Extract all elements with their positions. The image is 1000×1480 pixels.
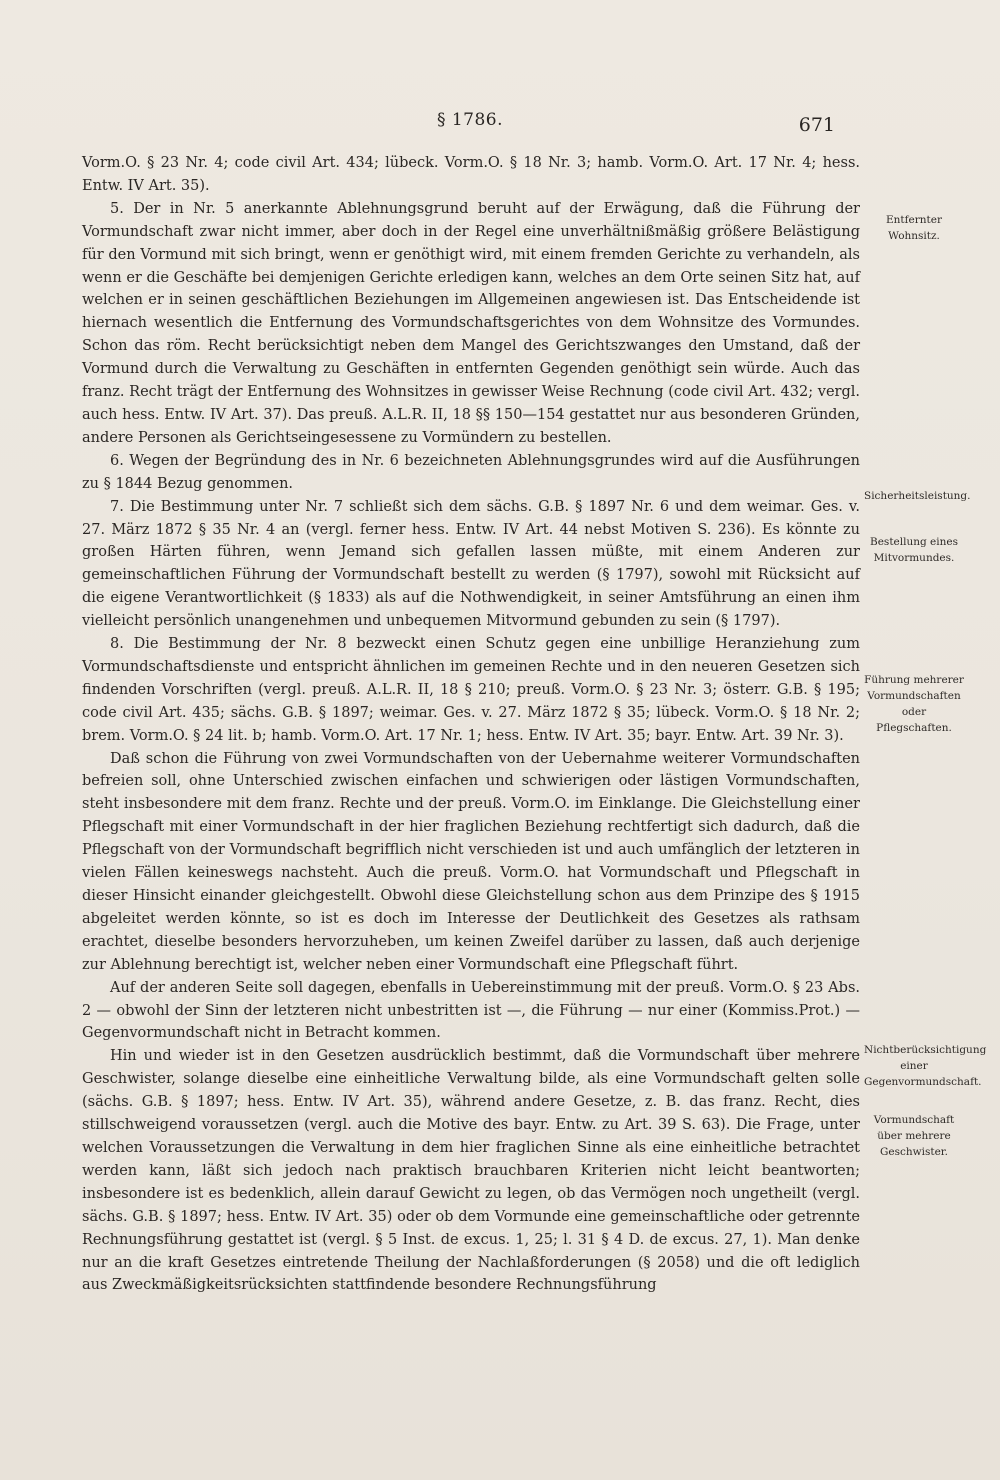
section-heading: § 1786.	[436, 110, 504, 130]
margin-note-geschwister: Vormundschaft über mehrere Geschwister.	[873, 1114, 955, 1158]
page-number: 671	[798, 114, 835, 136]
margin-note-gegenvormundschaft: Nichtberücksichtigung einer Gegenvormundschaft.	[864, 1044, 987, 1088]
margin-note-mitvormund: Bestellung eines Mitvormundes.	[870, 536, 958, 564]
margin-note-sicherheitsleistung: Sicherheitsleistung.	[864, 490, 971, 502]
paragraph: Vorm.O. § 23 Nr. 4; code civil Art. 434; lübeck. Vorm.O. § 18 Nr. 3; hamb. Vorm.O. Art. 17 Nr. 4; hess. Entw. IV Art. 35).	[82, 155, 860, 194]
paragraph: 8. Die Bestimmung der Nr. 8 bezweckt einen Schutz gegen eine unbillige Heranziehung zum Vormundschaftsdienste und entspricht ähnlichen im gemeinen Rechte und in den neueren Gesetzen sich findenden Vorschriften (vergl. preuß. A.L.R. II, 18 § 210; preuß. Vorm.O. § 23 Nr. 3; österr. G.B. § 195; code civil Art. 435; sächs. G.B. § 1897; weimar. Ges. v. 27. März 1872 § 35; lübeck. Vorm.O. § 18 Nr. 2; brem. Vorm.O. § 24 lit. b; hamb. Vorm.O. Art. 17 Nr. 1; hess. Entw. IV Art. 35; bayr. Entw. Art. 39 Nr. 3).	[82, 636, 860, 744]
paragraph: 6. Wegen der Begründung des in Nr. 6 bezeichneten Ablehnungsgrundes wird auf die Ausführungen zu § 1844 Bezug genommen.	[82, 452, 860, 492]
body-text	[82, 152, 860, 1297]
paragraph: 5. Der in Nr. 5 anerkannte Ablehnungsgrund beruht auf der Erwägung, daß die Führung der Vormundschaft zwar nicht immer, aber doch in der Regel eine unverhältnißmäßig größere Belästigung für den Vormund mit sich bringt, wenn er genöthigt wird, mit einem fremden Gerichte zu verhandeln, als wenn er die Geschäfte bei demjenigen Gerichte erledigen kann, welches an dem Orte seinen Sitz hat, auf welchen er in seinen geschäftlichen Beziehungen im Allgemeinen angewiesen ist. Das Entscheidende ist hiernach wesentlich die Entfernung des Vormundschaftsgerichtes von dem Wohnsitze des Vormundes. Schon das röm. Recht berücksichtigt neben dem Mangel des Gerichtszwanges den Umstand, daß der Vormund durch die Verwaltung zu Geschäften in entfernten Gegenden genöthigt sein würde. Auch das franz. Recht trägt der Entfernung des Wohnsitzes in gewisser Weise Rechnung (code civil Art. 432; vergl. auch hess. Entw. IV Art. 37). Das preuß. A.L.R. II, 18 §§ 150—154 gestattet nur aus besonderen Gründen, andere Personen als Gerichtseingesessene zu Vormündern zu bestellen.	[82, 200, 860, 446]
margin-note-entfernter-wohnsitz: Entfernter Wohnsitz.	[886, 214, 942, 242]
paragraph: 7. Die Bestimmung unter Nr. 7 schließt sich dem sächs. G.B. § 1897 Nr. 6 und dem weimar. Ges. v. 27. März 1872 § 35 Nr. 4 an (vergl. ferner hess. Entw. IV Art. 44 nebst Motiven S. 236). Es könnte zu großen Härten führen, wenn Jemand sich gefallen lassen müßte, mit einem Anderen zur gemeinschaftlichen Führung der Vormundschaft bestellt zu werden (§ 1797), sowohl mit Rücksicht auf die eigene Verantwortlichkeit (§ 1833) als auf die Nothwendigkeit, in seiner Amtsführung an einen ihm vielleicht persönlich unangenehmen und unbequemen Mitvormund gebunden zu sein (§ 1797).	[82, 498, 860, 630]
paragraph: Hin und wieder ist in den Gesetzen ausdrücklich bestimmt, daß die Vormundschaft über mehrere Geschwister, solange dieselbe eine einheitliche Verwaltung bilde, als eine Vormundschaft gelten solle (sächs. G.B. § 1897; hess. Entw. IV Art. 35), während andere Gesetze, z. B. das franz. Recht, dies stillschweigend voraussetzen (vergl. auch die Motive des bayr. Entw. zu Art. 39 S. 63). Die Frage, unter welchen Voraussetzungen die Verwaltung in dem hier fraglichen Sinne als eine einheitliche betrachtet werden kann, läßt sich jedoch nach praktisch brauchbaren Kriterien nicht leicht beantworten; insbesondere ist es bedenklich, allein darauf Gewicht zu legen, ob das Vermögen noch ungetheilt (vergl. sächs. G.B. § 1897; hess. Entw. IV Art. 35) oder ob dem Vormunde eine gemeinschaftliche oder getrennte Rechnungsführung gestattet ist (vergl. § 5 Inst. de excus. 1, 25; l. 31 § 4 D. de excus. 27, 1). Man denke nur an die kraft Gesetzes eintretende Theilung der Nachlaßforderungen (§ 2058) und die oft lediglich aus Zweckmäßigkeitsrücksichten stattfindende besondere Rechnungsführung	[82, 1048, 860, 1294]
paragraph: Auf der anderen Seite soll dagegen, ebenfalls in Uebereinstimmung mit der preuß. Vorm.O. § 23 Abs. 2 — obwohl der Sinn der letzteren nicht unbestritten ist —, die Führung — nur einer (Kommiss.Prot.) — Gegenvormundschaft nicht in Betracht kommen.	[82, 979, 860, 1042]
paragraph: Daß schon die Führung von zwei Vormundschaften von der Uebernahme weiterer Vormundschaften befreien soll, ohne Unterschied zwischen einfachen und schwierigen oder lästigen Vormundschaften, steht insbesondere mit dem franz. Rechte und der preuß. Vorm.O. im Einklange. Die Gleichstellung einer Pflegschaft mit einer Vormundschaft in der hier fraglichen Beziehung rechtfertigt sich dadurch, daß die Pflegschaft von der Vormundschaft begrifflich nicht verschieden ist und auch umfänglich der letzteren in vielen Fällen keineswegs nachsteht. Auch die preuß. Vorm.O. hat Vormundschaft und Pflegschaft in dieser Hinsicht einander gleichgestellt. Obwohl diese Gleichstellung schon aus dem Prinzipe des § 1915 abgeleitet werden könnte, so ist es doch im Interesse der Deutlichkeit des Gesetzes als rathsam erachtet, dieselbe besonders hervorzuheben, um keinen Zweifel darüber zu lassen, daß auch derjenige zur Ablehnung berechtigt ist, welcher neben einer Vormundschaft eine Pflegschaft führt.	[82, 750, 860, 973]
margin-note-mehrere-vormundschaften: Führung mehrerer Vormundschaften oder Pflegschaften.	[864, 674, 964, 734]
